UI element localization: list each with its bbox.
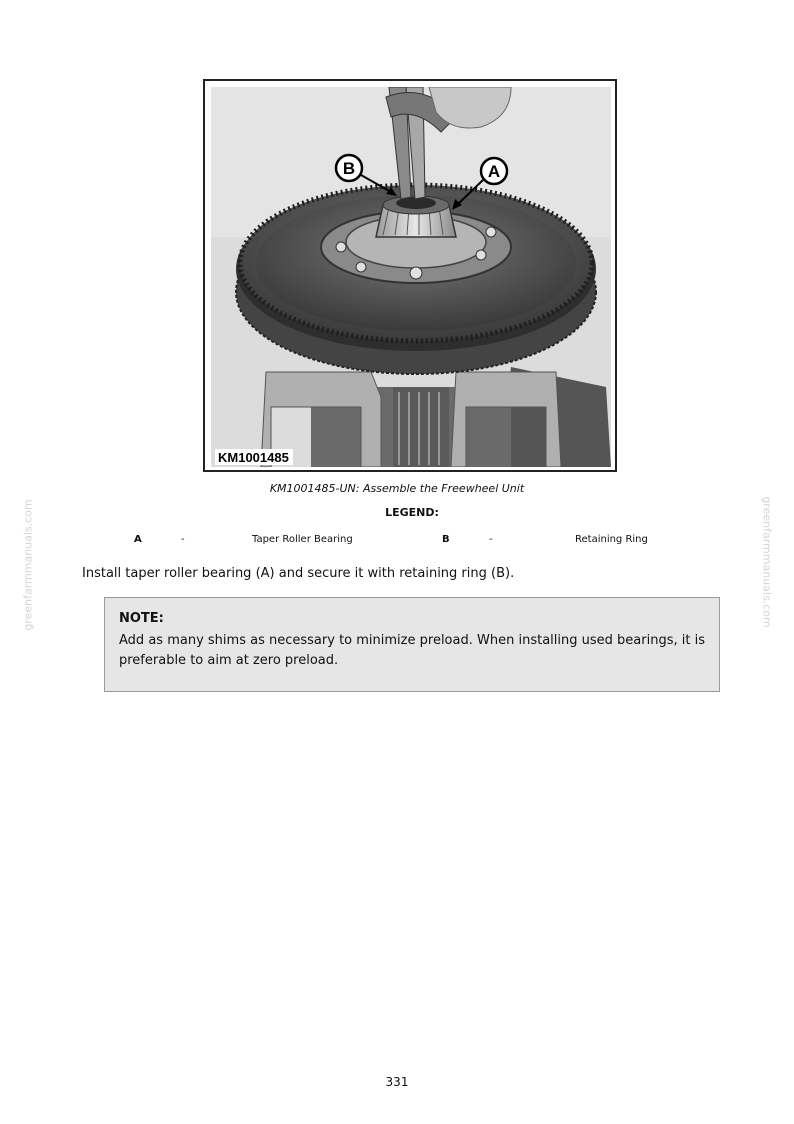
instruction-text: Install taper roller bearing (A) and secure it with retaining ring (B). bbox=[82, 566, 515, 581]
legend-label-b: Retaining Ring bbox=[575, 534, 648, 545]
legend-dash-b: - bbox=[489, 534, 493, 545]
callout-a-label: A bbox=[487, 162, 501, 181]
watermark-right: greenfarmmanuals.com bbox=[760, 496, 774, 628]
legend-key-b: B bbox=[442, 534, 450, 545]
watermark-left: greenfarmmanuals.com bbox=[21, 499, 35, 631]
note-box bbox=[104, 597, 720, 692]
note-text: Add as many shims as necessary to minimize preload. When installing used bearings, it is preferable to aim at zero preload. bbox=[119, 633, 705, 668]
figure-frame bbox=[203, 79, 617, 472]
gear-photo bbox=[211, 87, 611, 467]
legend-key-a: A bbox=[134, 534, 142, 545]
callout-b-label: B bbox=[342, 159, 356, 178]
legend-dash-a: - bbox=[181, 534, 185, 545]
figure-id-label: KM1001485 bbox=[215, 449, 293, 465]
page-number: 331 bbox=[385, 1075, 409, 1089]
note-title: NOTE: bbox=[119, 611, 164, 626]
figure-caption: KM1001485-UN: Assemble the Freewheel Unit bbox=[269, 482, 525, 495]
legend-label-a: Taper Roller Bearing bbox=[252, 534, 353, 545]
legend-title: LEGEND: bbox=[385, 506, 439, 519]
